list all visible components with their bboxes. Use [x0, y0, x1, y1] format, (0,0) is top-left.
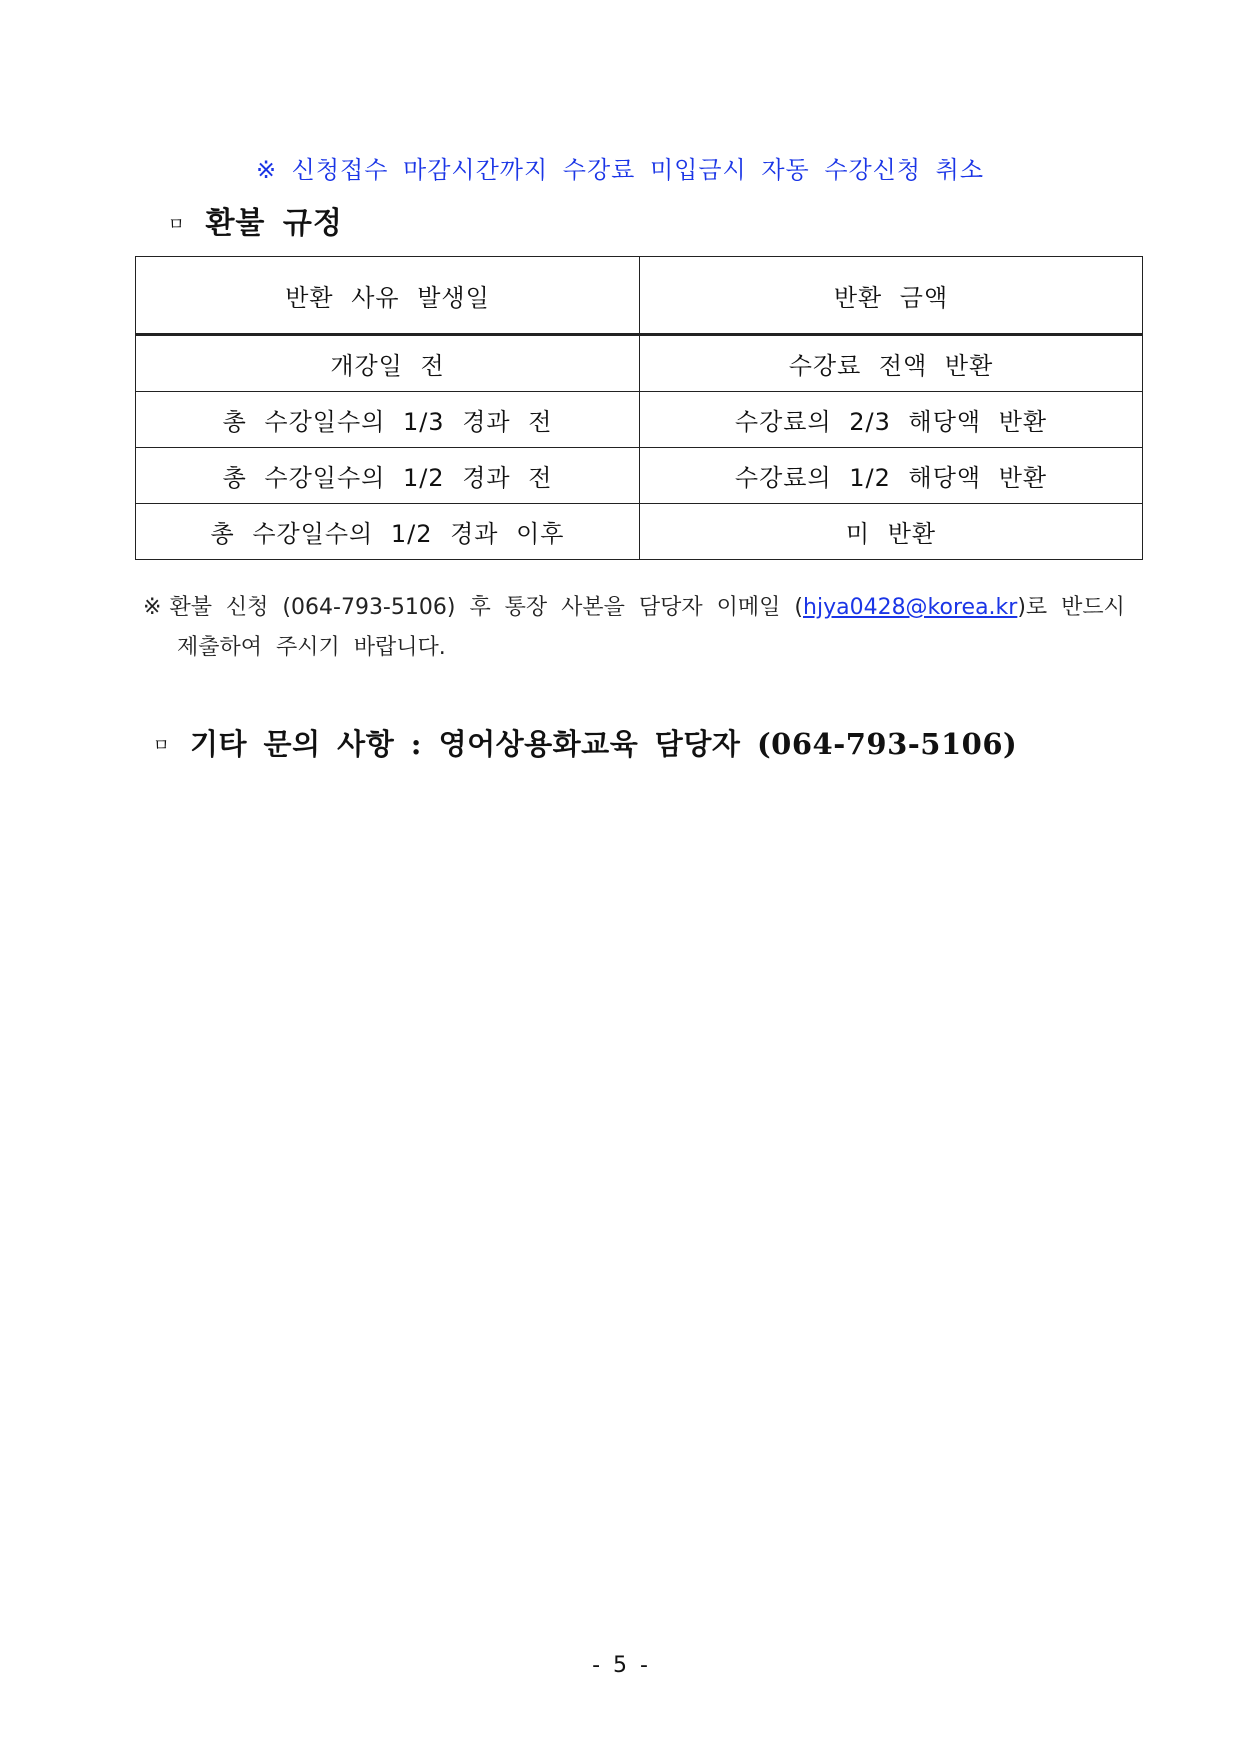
table-cell-reason: 총 수강일수의 1/2 경과 전 [136, 448, 640, 504]
note-mark: ※ [143, 595, 162, 620]
header-refund-amount: 반환 금액 [640, 257, 1143, 335]
table-cell-reason: 총 수강일수의 1/2 경과 이후 [136, 504, 640, 560]
refund-section-title: 환불 규정 [205, 206, 343, 241]
table-cell-reason: 개강일 전 [136, 335, 640, 392]
table-row [136, 504, 1143, 560]
table-row [136, 448, 1143, 504]
contact-email-link[interactable]: hjya0428@korea.kr [803, 595, 1018, 620]
section-bullet: ㅁ [168, 214, 186, 235]
table-cell-amount: 수강료 전액 반환 [640, 335, 1143, 392]
refund-policy-table [135, 256, 1143, 560]
contact-section [153, 722, 1017, 763]
section-bullet: ㅁ [153, 735, 170, 756]
table-cell-reason: 총 수강일수의 1/3 경과 전 [136, 392, 640, 448]
table-row [136, 335, 1143, 392]
note-text-before: 환불 신청 (064-793-5106) 후 통장 사본을 담당자 이메일 ( [169, 595, 804, 620]
note-text-after: )로 반드시 [1017, 595, 1125, 620]
refund-application-note [143, 588, 1133, 668]
note-text-line2: 제출하여 주시기 바랍니다. [177, 635, 446, 660]
table-header-row [136, 257, 1143, 335]
table-row [136, 392, 1143, 448]
contact-text: 기타 문의 사항 : 영어상용화교육 담당자 (064-793-5106) [189, 727, 1018, 761]
table-cell-amount: 수강료의 2/3 해당액 반환 [640, 392, 1143, 448]
header-refund-reason-date: 반환 사유 발생일 [136, 257, 640, 335]
table-cell-amount: 미 반환 [640, 504, 1143, 560]
payment-deadline-notice: ※ 신청접수 마감시간까지 수강료 미입금시 자동 수강신청 취소 [255, 156, 985, 184]
table-cell-amount: 수강료의 1/2 해당액 반환 [640, 448, 1143, 504]
page-number: - 5 - [592, 1653, 648, 1678]
refund-section-heading [168, 198, 343, 242]
